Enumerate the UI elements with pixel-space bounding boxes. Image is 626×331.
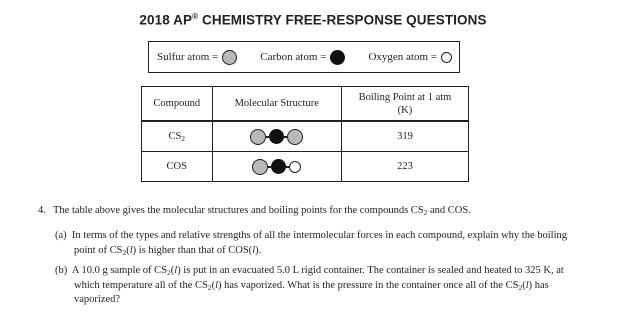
atom-key-legend bbox=[148, 41, 460, 73]
paren: ( bbox=[170, 265, 175, 276]
phase-symbol: l bbox=[174, 265, 178, 276]
compound-name: COS bbox=[166, 161, 187, 172]
table-row bbox=[142, 121, 469, 152]
question-text-end: and COS. bbox=[427, 205, 471, 216]
key-carbon-label: Carbon atom = bbox=[260, 51, 327, 63]
phase-symbol: l bbox=[129, 244, 133, 256]
title-suffix: CHEMISTRY FREE-RESPONSE QUESTIONS bbox=[198, 12, 487, 28]
subscript: 2 bbox=[167, 268, 171, 277]
paren: ( bbox=[126, 244, 130, 256]
sulfur-atom-icon bbox=[287, 129, 303, 145]
table-header-row bbox=[142, 87, 469, 122]
sulfur-atom-icon bbox=[222, 50, 237, 65]
boiling-point-cell: 223 bbox=[341, 152, 468, 182]
phase-symbol: l bbox=[215, 279, 219, 291]
key-oxygen-label: Oxygen atom = bbox=[368, 51, 437, 63]
part-b-text: A 10.0 g sample of CS bbox=[71, 265, 168, 276]
part-a-label: (a) bbox=[55, 230, 67, 241]
molecule-cs2-icon bbox=[250, 129, 303, 145]
registered-mark: ® bbox=[192, 12, 199, 21]
subscript: 2 bbox=[423, 208, 428, 217]
part-a-text-end: ). bbox=[255, 244, 262, 256]
sulfur-atom-icon bbox=[252, 159, 268, 175]
part-b-text: ) is put in an evacuated 5.0 L rigid container. The container is sealed and heated to 325 K, at which temperature all of the CS bbox=[74, 265, 564, 291]
page-title bbox=[0, 12, 626, 28]
header-bp-line1: Boiling Point at 1 atm bbox=[358, 91, 452, 103]
phase-symbol: l bbox=[525, 279, 529, 291]
part-a-text: In terms of the types and relative strengths of all the intermolecular forces in each compound, explain why the boiling point of CS bbox=[71, 230, 568, 256]
table-row bbox=[142, 152, 469, 182]
molecule-cos-icon bbox=[252, 159, 301, 175]
carbon-atom-icon bbox=[330, 50, 345, 65]
compound-cell bbox=[142, 152, 213, 182]
oxygen-atom-icon bbox=[441, 52, 452, 63]
header-compound: Compound bbox=[142, 87, 213, 122]
carbon-atom-icon bbox=[271, 159, 286, 174]
compound-cell bbox=[142, 121, 213, 152]
key-sulfur-label: Sulfur atom = bbox=[157, 51, 219, 63]
part-a-text: ) is higher than that of COS( bbox=[132, 244, 253, 256]
key-sulfur bbox=[157, 50, 237, 65]
title-prefix: 2018 AP bbox=[139, 12, 193, 28]
paren: ( bbox=[522, 279, 526, 291]
carbon-atom-icon bbox=[269, 129, 284, 144]
question-4 bbox=[38, 204, 598, 219]
key-oxygen bbox=[368, 51, 452, 63]
compound-name: CS bbox=[168, 131, 182, 142]
subscript: 2 bbox=[207, 282, 212, 292]
header-boiling-point bbox=[341, 87, 468, 122]
structure-cell bbox=[212, 121, 341, 152]
compound-table bbox=[141, 86, 469, 182]
header-structure: Molecular Structure bbox=[212, 87, 341, 122]
part-b-text-end: ) has vaporized? bbox=[74, 279, 549, 305]
phase-symbol: l bbox=[252, 244, 256, 256]
boiling-point-cell: 319 bbox=[341, 121, 468, 152]
paren: ( bbox=[211, 279, 216, 291]
oxygen-atom-icon bbox=[289, 161, 301, 173]
question-text: The table above gives the molecular structures and boiling points for the compounds CS bbox=[53, 205, 424, 216]
key-carbon bbox=[260, 50, 345, 65]
part-b-label: (b) bbox=[55, 265, 68, 276]
structure-cell bbox=[212, 152, 341, 182]
sulfur-atom-icon bbox=[250, 129, 266, 145]
subscript: 2 bbox=[518, 282, 523, 292]
question-number: 4. bbox=[38, 205, 46, 216]
compound-subscript: 2 bbox=[181, 134, 186, 143]
subscript: 2 bbox=[122, 247, 127, 257]
part-b-text: ) has vaporized. What is the pressure in the container once all of the CS bbox=[218, 279, 519, 291]
part-b bbox=[55, 264, 585, 308]
part-a bbox=[55, 229, 585, 258]
header-bp-line2: (K) bbox=[397, 104, 413, 116]
